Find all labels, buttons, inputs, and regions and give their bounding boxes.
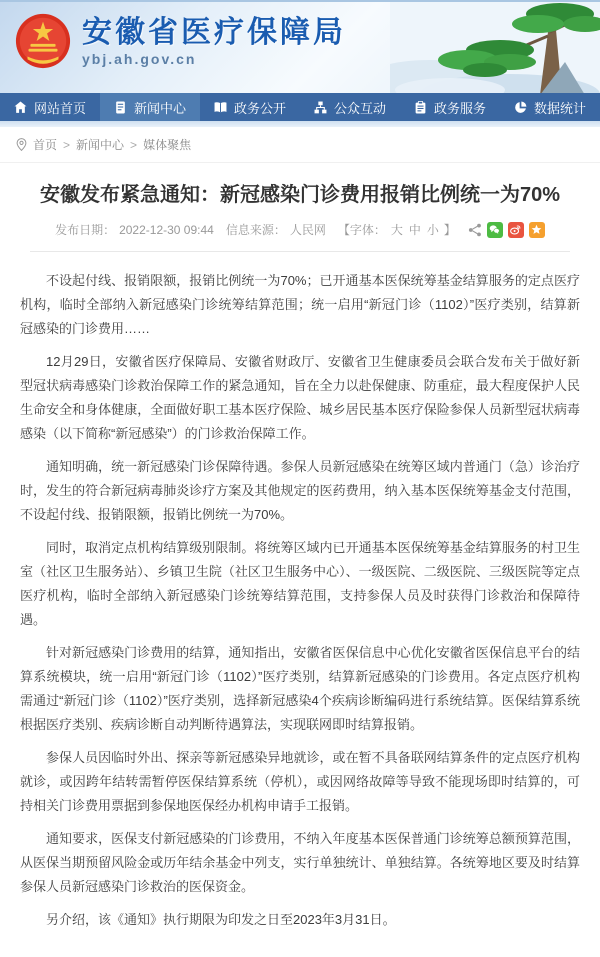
wechat-icon: [489, 224, 500, 235]
nav-item-gov-services[interactable]: [400, 93, 500, 121]
star-icon: [531, 224, 542, 235]
service-icon: [414, 101, 427, 114]
nav-item-home[interactable]: [0, 93, 100, 121]
weibo-share-button[interactable]: [508, 222, 524, 238]
nav-item-label: 数据统计: [533, 100, 586, 116]
article-paragraph: 同时，取消定点机构结算级别限制。将统筹区域内已开通基本医保统筹基金结算服务的村卫生室（社区卫生服务站）、乡镇卫生院（社区卫生服务中心）、一级医院、二级医院、三级医院等定点医疗机构，临时全部纳入新冠感染门诊统筹结算范围，支持参保人员及时获得门诊救治和保障待遇。: [20, 540, 580, 627]
location-pin-icon: [16, 138, 27, 151]
agency-emblem-logo: [14, 12, 72, 70]
site-url: ybj.ah.gov.cn: [82, 50, 197, 67]
nav-item-news[interactable]: [100, 93, 200, 121]
breadcrumb-media-focus[interactable]: 媒体聚焦: [143, 138, 192, 152]
open-book-icon: [214, 101, 227, 114]
breadcrumb-news-center[interactable]: 新闻中心: [76, 138, 125, 152]
nav-item-public-interaction[interactable]: [300, 93, 400, 121]
article-paragraph: 针对新冠感染门诊费用的结算，通知指出，安徽省医保信息中心优化安徽省医保信息平台的结算系统模块，统一启用“新冠门诊（1102）”医疗类别，结算新冠感染的门诊费用。各定点医疗机构需通过“新冠门诊（1102）”医疗类别，选择新冠感染4个疾病诊断编码进行系统结算。医保结算系统根据医疗类别、疾病诊断自动判断待遇算法，实现联网即时结算报销。: [20, 645, 580, 732]
article-paragraph: 不设起付线、报销限额，报销比例统一为70%；已开通基本医保统筹基金结算服务的定点医疗机构，临时全部纳入新冠感染门诊统筹结算范围；统一启用“新冠门诊（1102）”医疗类别，结算新冠感染的门诊费用……: [20, 273, 580, 336]
nav-item-data-statistics[interactable]: [500, 93, 600, 121]
font-size-medium-button[interactable]: 中: [408, 223, 421, 237]
home-icon: [14, 101, 27, 114]
nav-item-label: 网站首页: [33, 100, 86, 116]
article-paragraph: 通知明确，统一新冠感染门诊保障待遇。参保人员新冠感染在统筹区域内普通门（急）诊治疗时，发生的符合新冠病毒肺炎诊疗方案及其他规定的医药费用，纳入基本医保统筹基金支付范围，不设起付线、报销限额，报销比例统一为70%。: [20, 459, 580, 522]
news-icon: [114, 101, 127, 114]
article-paragraph: 参保人员因临时外出、探亲等新冠感染异地就诊，或在暂不具备联网结算条件的定点医疗机构就诊，或因跨年结转需暂停医保结算系统（停机），或因网络故障等导致不能现场即时结算的，可持相关门诊费用票据到参保地医保经办机构申请手工报销。: [20, 750, 580, 813]
article-title: 安徽发布紧急通知：新冠感染门诊费用报销比例统一为70%: [39, 184, 561, 206]
share-buttons: [468, 222, 545, 238]
font-size-small-button[interactable]: 小: [426, 223, 439, 237]
font-size-suffix: 】: [443, 223, 456, 237]
article-header: [0, 163, 600, 252]
share-icon[interactable]: [468, 223, 482, 237]
article-meta: [30, 221, 570, 252]
interaction-icon: [314, 101, 327, 114]
breadcrumb-home[interactable]: 首页: [33, 138, 58, 152]
nav-item-label: 政务服务: [433, 100, 486, 116]
article-paragraph: 另介绍，该《通知》执行期限为印发之日至2023年3月31日。: [46, 912, 396, 927]
publish-date-label: 发布日期：: [55, 223, 116, 237]
publish-date: 2022-12-30 09:44: [119, 222, 214, 237]
font-size-large-button[interactable]: 大: [390, 223, 403, 237]
pine-tree-image: [390, 2, 600, 93]
source-label: 信息来源：: [225, 223, 286, 237]
site-banner: [0, 0, 600, 93]
article-paragraph: 12月29日，安徽省医疗保障局、安徽省财政厅、安徽省卫生健康委员会联合发布关于做好新型冠状病毒感染门诊救治保障工作的紧急通知，旨在全力以赴保健康、防重症，最大程度保护人民生命安全和身体健康，全面做好职工基本医疗保险、城乡居民基本医疗保险参保人员新型冠状病毒感染（以下简称“新冠感染”）的门诊救治保障工作。: [20, 354, 580, 441]
breadcrumb: [0, 127, 600, 163]
source-value: 人民网: [289, 223, 326, 237]
article-paragraph: 通知要求，医保支付新冠感染的门诊费用，不纳入年度基本医保普通门诊统筹总额预算范围，从医保当期预留风险金或历年结余基金中列支，实行单独统计、单独结算。各统筹地区要及时结算参保人员新冠感染门诊救治的医保资金。: [20, 831, 580, 894]
nav-item-label: 新闻中心: [133, 100, 186, 116]
nav-item-label: 政务公开: [233, 100, 286, 116]
main-nav: [0, 93, 600, 121]
site-title: 安徽省医疗保障局: [82, 15, 346, 49]
wechat-share-button[interactable]: [487, 222, 503, 238]
font-size-prefix: 【字体：: [337, 223, 386, 237]
article-container: [0, 163, 600, 957]
nav-item-label: 公众互动: [333, 100, 386, 116]
favorite-share-button[interactable]: [529, 222, 545, 238]
pie-chart-icon: [514, 101, 527, 114]
article-body: [0, 252, 600, 957]
breadcrumb-separator: >: [63, 137, 71, 152]
breadcrumb-separator: >: [130, 137, 138, 152]
weibo-icon: [510, 224, 521, 235]
nav-item-gov-affairs[interactable]: [200, 93, 300, 121]
